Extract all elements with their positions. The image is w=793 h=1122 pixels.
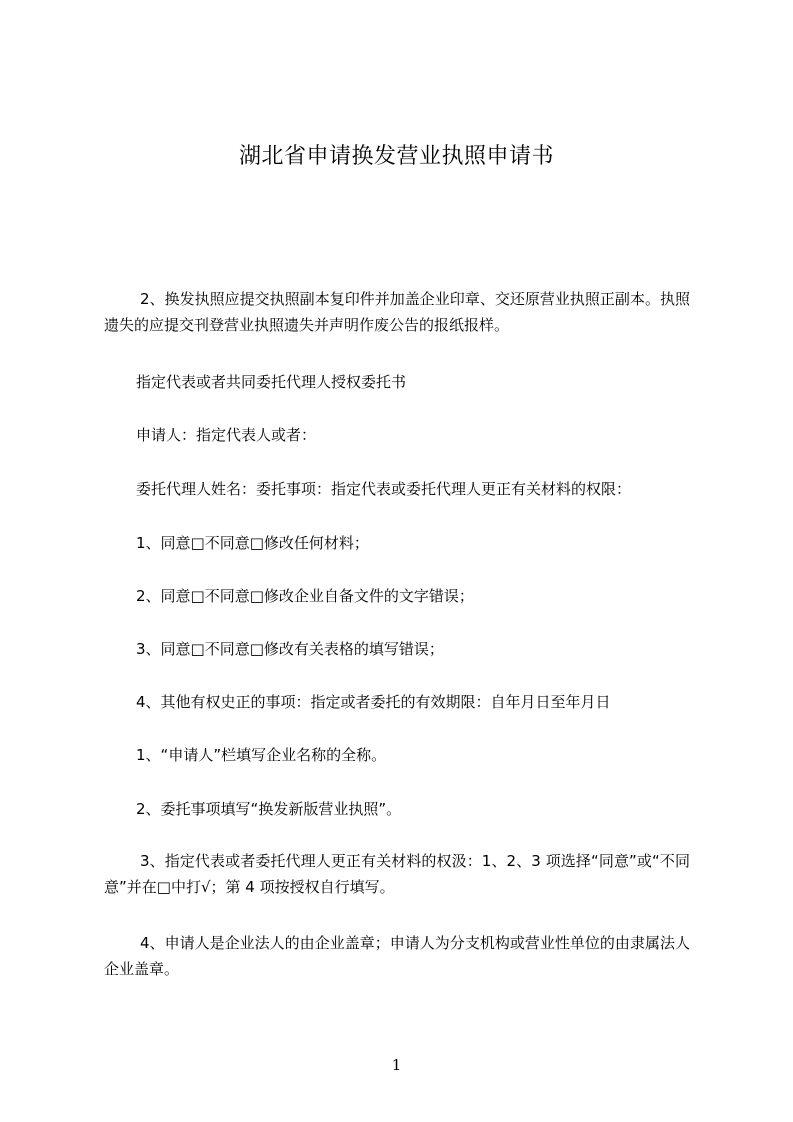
paragraph-option-3: 3、同意□不同意□修改有关表格的填写错误； [136, 640, 444, 658]
paragraph-note-4: 4、申请人是企业法人的由企业盖章；申请人为分支机构或营业性单位的由隶属法人企业盖章。 [104, 934, 690, 978]
paragraph-option-2: 2、同意□不同意□修改企业自备文件的文字错误； [136, 587, 474, 605]
paragraph-applicant: 申请人：指定代表人或者： [136, 426, 317, 444]
paragraph-note-2: 2、委托事项填写“换发新版营业执照”。 [136, 800, 402, 818]
paragraph-agent-name: 委托代理人姓名：委托事项：指定代表或委托代理人更正有关材料的权限： [136, 480, 632, 498]
document-title: 湖北省申请换发营业执照申请书 [238, 144, 554, 169]
paragraph-option-4: 4、其他有权史正的事项：指定或者委托的有效期限：自年月日至年月日 [136, 693, 611, 711]
paragraph-authorization-heading: 指定代表或者共同委托代理人授权委托书 [136, 373, 407, 391]
paragraph-note-3: 3、指定代表或者委托代理人更正有关材料的权汲：1、2、3 项选择“同意”或“不同意”并在□中打√；第 4 项按授权自行填写。 [104, 852, 690, 896]
paragraph-renewal-materials: 2、换发执照应提交执照副本复印件并加盖企业印章、交还原营业执照正副本。执照遗失的应提交刊登营业执照遗失并声明作废公告的报纸报样。 [104, 290, 690, 334]
paragraph-option-1: 1、同意□不同意□修改任何材料； [136, 534, 369, 552]
page-number: 1 [391, 1056, 402, 1074]
paragraph-note-1: 1、“申请人”栏填写企业名称的全称。 [136, 746, 387, 764]
